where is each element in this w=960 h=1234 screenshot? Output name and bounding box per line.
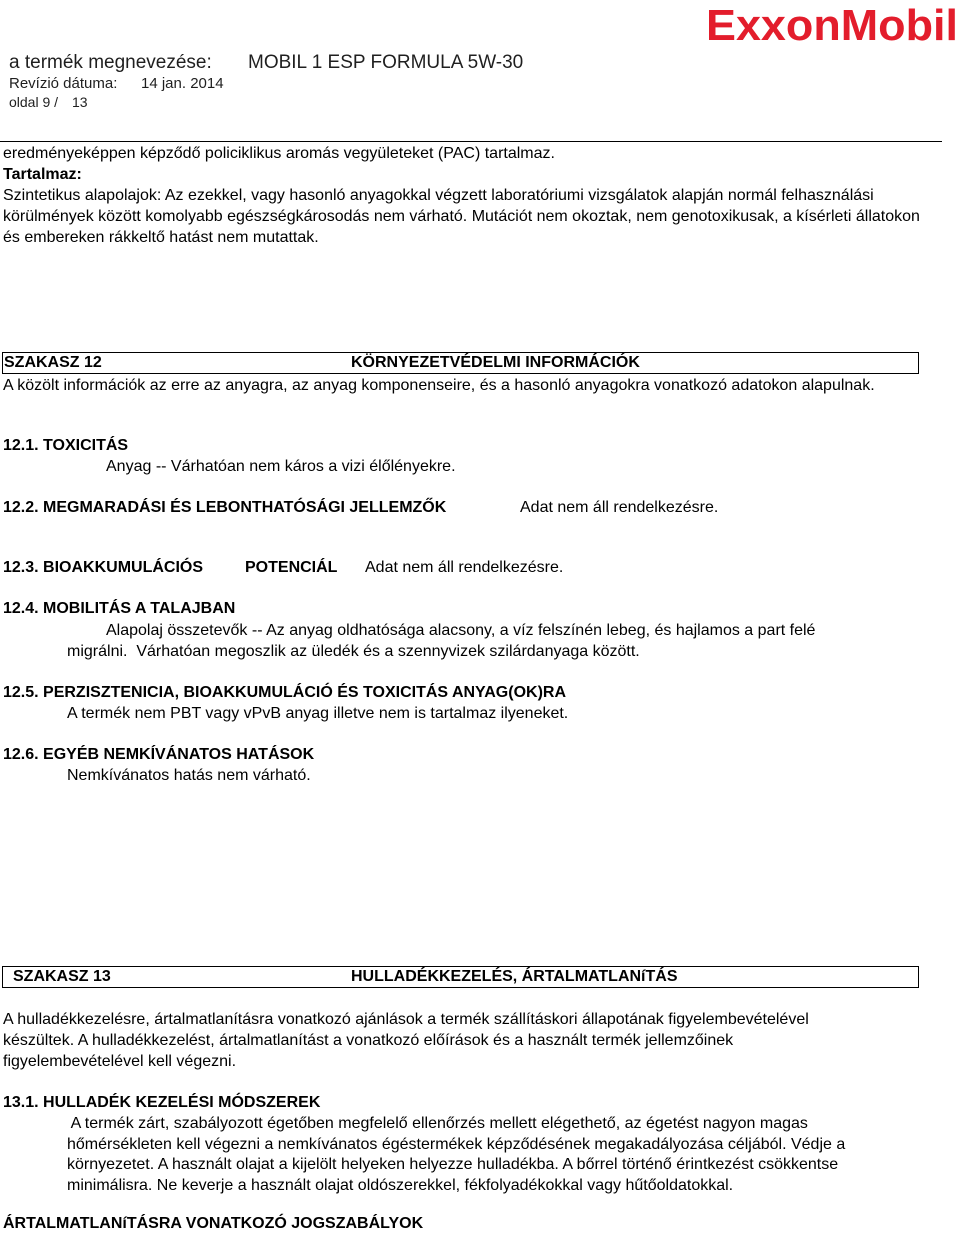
page-total: 13 (72, 94, 88, 110)
logo-text: ExxonMobil (706, 1, 958, 50)
contents-title: Tartalmaz: (3, 166, 82, 183)
section-12-bar (2, 352, 919, 374)
subsection-12-3-title: 12.3. BIOAKKUMULÁCIÓS (3, 559, 204, 576)
product-name: MOBIL 1 ESP FORMULA 5W-30 (248, 52, 524, 73)
section-12-intro: A közölt információk az erre az anyagra, az anyag komponenseire, és a hasonló anyagokra vonatkozó adatokon alapulnak. (3, 377, 875, 394)
header-rule (0, 141, 942, 142)
subsection-12-4-line2: migrálni. Várhatóan megoszlik az üledék és a szennyvizek szilárdanyaga között. (67, 643, 640, 660)
subsection-12-6-text: Nemkívánatos hatás nem várható. (67, 767, 311, 784)
revision-label: Revízió dátuma: (9, 75, 118, 92)
subsection-12-1-title: 12.1. TOXICITÁS (3, 437, 129, 454)
page-label: oldal 9 / (9, 94, 59, 110)
product-name-label: a termék megnevezése: (9, 52, 212, 73)
subsection-12-4-title: 12.4. MOBILITÁS A TALAJBAN (3, 600, 236, 617)
subsection-13-1-line3: környezetet. A használt olajat a kijelölt helyeken helyezze hulladékba. A bőrrel történő érintkezést csökkentse (67, 1156, 839, 1173)
section-13-intro-line3: figyelembevételével kell végezni. (3, 1053, 237, 1070)
subsection-12-2-title: 12.2. MEGMARADÁSI ÉS LEBONTHATÓSÁGI JELLEMZŐK (3, 499, 447, 516)
section-13-intro-line2: készültek. A hulladékkezelést, ártalmatlanítást a vonatkozó előírások és a használt termék jellemzőinek (3, 1032, 734, 1049)
subsection-12-1-text: Anyag -- Várhatóan nem káros a vizi élőlényekre. (106, 458, 456, 475)
subsection-13-1-title: 13.1. HULLADÉK KEZELÉSI MÓDSZEREK (3, 1094, 321, 1111)
subsection-12-4-line1: Alapolaj összetevők -- Az anyag oldhatósága alacsony, a víz felszínén lebeg, és hajlamos a part felé (106, 622, 816, 639)
revision-date: 14 jan. 2014 (141, 75, 224, 92)
subsection-12-5-text: A termék nem PBT vagy vPvB anyag illetve nem is tartalmaz ilyeneket. (67, 705, 569, 722)
section-13-intro-line1: A hulladékkezelésre, ártalmatlanításra vonatkozó ajánlások a termék szállításkori állapotának figyelembevételével (3, 1011, 809, 1028)
subsection-13-1-line1: A termék zárt, szabályozott égetőben megfelelő ellenőrzés mellett elégethető, az égetést nagyon magas (67, 1115, 808, 1132)
subsection-13-1-line4: minimálisra. Ne keverje a használt olajat oldószerekkel, fékfolyadékokkal vagy hűtőoldatokkal. (67, 1177, 734, 1194)
section-13-number: SZAKASZ 13 (13, 968, 111, 985)
section-13-title: HULLADÉKKEZELÉS, ÁRTALMATLANíTÁS (351, 968, 678, 985)
contents-paragraph: Szintetikus alapolajok: Az ezekkel, vagy hasonló anyagokkal végzett laboratóriumi vizsgálatok alapján normál felhasználási körülmények között komolyabb egészségkárosodás nem várható. Mutációt nem okoztak, nem genotoxikusak, a kísérleti állatokon és embereken rákkeltő hatást nem mutattak. (3, 187, 920, 246)
subsection-13-1-line2: hőmérsékleten kell végezni a nemkívánatos égéstermékek képződésének megakadályozása céljából. Védje a (67, 1136, 846, 1153)
section-12-title: KÖRNYEZETVÉDELMI INFORMÁCIÓK (351, 354, 640, 371)
subsection-12-3-text: Adat nem áll rendelkezésre. (365, 559, 564, 576)
subsection-12-2-text: Adat nem áll rendelkezésre. (520, 499, 719, 516)
section-12-number: SZAKASZ 12 (4, 354, 102, 371)
disposal-regulations-title: ÁRTALMATLANíTÁSRA VONATKOZÓ JOGSZABÁLYOK (3, 1215, 424, 1232)
intro-line: eredményeképpen képződő policiklikus aromás vegyületeket (PAC) tartalmaz. (3, 145, 555, 162)
subsection-12-3-title-b: POTENCIÁL (245, 559, 338, 576)
section-13-bar (2, 966, 919, 988)
subsection-12-6-title: 12.6. EGYÉB NEMKÍVÁNATOS HATÁSOK (3, 746, 315, 763)
subsection-12-5-title: 12.5. PERZISZTENICIA, BIOAKKUMULÁCIÓ ÉS TOXICITÁS ANYAG(OK)RA (3, 684, 567, 701)
exxonmobil-logo (704, 0, 960, 52)
